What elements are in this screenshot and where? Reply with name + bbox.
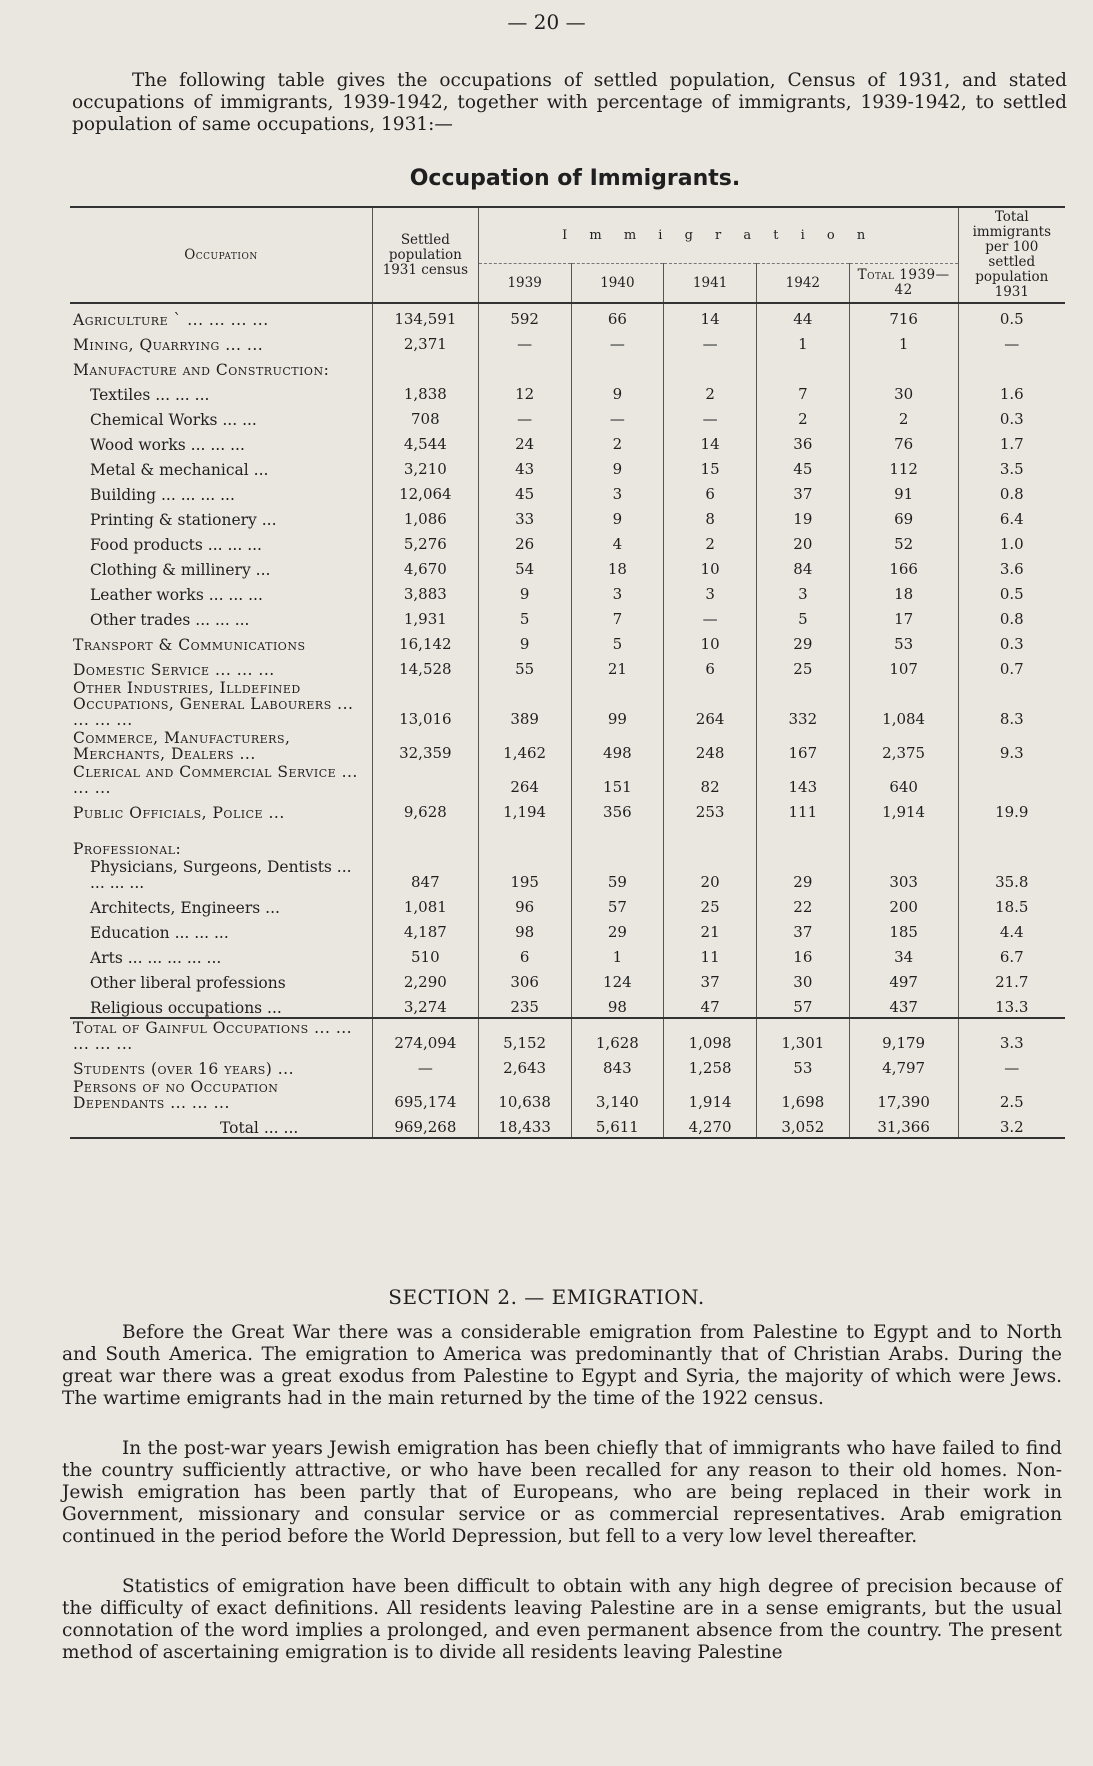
cell-y1939: 33 [478,504,571,529]
cell-y1939: 18,433 [478,1112,571,1138]
cell-total: 640 [849,763,958,797]
cell-y1941 [664,354,757,379]
row-label: Manufacture and Construction: [73,361,330,379]
cell-y1941: 14 [664,303,757,329]
cell-pct: 0.3 [958,629,1065,654]
cell-y1941: 6 [664,479,757,504]
cell-y1942: 44 [756,303,849,329]
row-label: Clothing & millinery ... [90,561,271,579]
table-body [70,303,1065,1018]
table-row [70,858,1065,892]
cell-y1941: 253 [664,797,757,822]
cell-total: 437 [849,992,958,1018]
table-row [70,992,1065,1018]
cell-total: 76 [849,429,958,454]
cell-y1940: 98 [571,992,664,1018]
row-label: Leather works ... ... ... [90,586,263,604]
cell-total: 1,914 [849,797,958,822]
cell-y1940: 4 [571,529,664,554]
cell-y1941: 37 [664,967,757,992]
table-row [70,654,1065,679]
cell-pct: — [958,329,1065,354]
cell-y1942: 7 [756,379,849,404]
cell-y1939: — [478,329,571,354]
table-row [70,454,1065,479]
cell-y1939: 96 [478,892,571,917]
cell-y1939: 5 [478,604,571,629]
cell-y1941: — [664,404,757,429]
header-immigration: I m m i g r a t i o n [478,207,958,264]
cell-pct: 6.7 [958,942,1065,967]
cell-y1940: 1 [571,942,664,967]
cell-y1941: 11 [664,942,757,967]
row-label: Other trades ... ... ... [90,611,250,629]
cell-y1940: 5 [571,629,664,654]
cell-total: 107 [849,654,958,679]
cell-total: 2 [849,404,958,429]
cell-y1942: 3,052 [756,1112,849,1138]
table-title: Occupation of Immigrants. [409,166,741,191]
cell-y1940: 66 [571,303,664,329]
cell-total: 17 [849,604,958,629]
cell-y1940 [571,822,664,858]
header-1940: 1940 [571,264,664,304]
cell-y1942: 22 [756,892,849,917]
cell-y1939: 10,638 [478,1078,571,1112]
cell-y1942: 30 [756,967,849,992]
cell-y1940: 1,628 [571,1018,664,1053]
emigration-text [62,1322,1062,1692]
cell-pct [958,822,1065,858]
row-label: Chemical Works ... ... [90,411,257,429]
cell-y1940: 21 [571,654,664,679]
cell-pct: 8.3 [958,679,1065,729]
row-label: Public Officials, Police ... [73,804,285,822]
cell-settled: 5,276 [372,529,478,554]
cell-y1939: 24 [478,429,571,454]
header-1941: 1941 [664,264,757,304]
cell-y1940: 57 [571,892,664,917]
row-label: Total of Gainful Occupations ... ... ... ... ... [70,1018,372,1053]
cell-y1941: — [664,329,757,354]
cell-settled: 12,064 [372,479,478,504]
cell-total: 166 [849,554,958,579]
table-row [70,763,1065,797]
cell-settled: 510 [372,942,478,967]
cell-pct: 18.5 [958,892,1065,917]
cell-y1939 [478,354,571,379]
row-label: Commerce, Manufacturers, Merchants, Dealers ... [73,729,291,763]
cell-y1942: 167 [756,729,849,763]
cell-settled: 1,838 [372,379,478,404]
cell-total: 69 [849,504,958,529]
cell-y1939: 6 [478,942,571,967]
cell-y1939: 12 [478,379,571,404]
cell-y1941: 21 [664,917,757,942]
cell-y1939: 2,643 [478,1053,571,1078]
table-row [70,892,1065,917]
cell-y1940: 151 [571,763,664,797]
row-label: Professional: [73,840,182,858]
cell-y1942: 57 [756,992,849,1018]
cell-pct: 3.2 [958,1112,1065,1138]
table-row [70,429,1065,454]
cell-y1940: 9 [571,379,664,404]
cell-y1942: 53 [756,1053,849,1078]
cell-total: 303 [849,858,958,892]
cell-y1942: 1 [756,329,849,354]
intro-text: The following table gives the occupations of settled population, Census of 1931, and stated occupations of immigrants, 1939-1942, together with percentage of immigrants, 1939-1942, to settled population of same occupations, 1931:— [72,70,1067,135]
cell-pct: 19.9 [958,797,1065,822]
cell-settled: 1,931 [372,604,478,629]
row-label: Textiles ... ... ... [90,386,210,404]
row-label: Printing & stationery ... [90,511,277,529]
cell-y1939: 1,194 [478,797,571,822]
table-row [70,1018,1065,1053]
cell-pct: 1.6 [958,379,1065,404]
cell-y1940: 3,140 [571,1078,664,1112]
cell-settled: 14,528 [372,654,478,679]
cell-y1939: 45 [478,479,571,504]
cell-y1941: — [664,604,757,629]
cell-y1939: 195 [478,858,571,892]
cell-y1940: — [571,404,664,429]
cell-y1939: 9 [478,629,571,654]
cell-y1939: 306 [478,967,571,992]
row-label: Persons of no Occupation Dependants ... ... ... [73,1078,279,1112]
header-occupation: Occupation [70,207,372,303]
row-label: Building ... ... ... ... [90,486,235,504]
cell-y1942: 3 [756,579,849,604]
table-row [70,303,1065,329]
cell-y1940: 3 [571,479,664,504]
table-row [70,629,1065,654]
cell-y1941: 1,258 [664,1053,757,1078]
cell-settled: 1,081 [372,892,478,917]
paragraph-3: Statistics of emigration have been difficult to obtain with any high degree of precision because of the difficulty of exact definitions. All residents leaving Palestine are in a sense emigrants, but the usual connotation of the word implies a prolonged, and even permanent absence from the country. The present method of ascertaining emigration is to divide all residents leaving Palestine [62,1576,1062,1663]
row-label: Education ... ... ... [90,924,229,942]
table-row [70,529,1065,554]
table-row [70,1078,1065,1112]
cell-total: 18 [849,579,958,604]
row-label: Students (over 16 years) ... [73,1060,295,1078]
cell-settled: 2,290 [372,967,478,992]
cell-y1939: — [478,404,571,429]
row-label: Religious occupations ... [90,999,282,1017]
table-row [70,1112,1065,1138]
cell-y1939: 98 [478,917,571,942]
cell-pct: 3.5 [958,454,1065,479]
header-settled: Settled population 1931 census [372,207,478,303]
row-label: Wood works ... ... ... [90,436,245,454]
cell-y1942: 29 [756,858,849,892]
table-row [70,379,1065,404]
cell-y1941: 1,914 [664,1078,757,1112]
cell-y1940 [571,354,664,379]
paragraph-2: In the post-war years Jewish emigration has been chiefly that of immigrants who have failed to find the country sufficiently attractive, or who have been recalled for any reason to their old homes. Non-Jewish emigration has been partly that of Europeans, who are being replaced in their work in Government, missionary and consular service or as commercial representatives. Arab emigration continued in the period before the World Depression, but fell to a very low level thereafter. [62,1438,1062,1547]
cell-y1939: 264 [478,763,571,797]
cell-settled [372,763,478,797]
cell-pct: 21.7 [958,967,1065,992]
cell-pct: — [958,1053,1065,1078]
row-label: Food products ... ... ... [90,536,262,554]
cell-pct: 0.5 [958,303,1065,329]
row-label: Agriculture ` ... ... ... ... [73,311,269,329]
cell-pct: 9.3 [958,729,1065,763]
table-row [70,1053,1065,1078]
cell-y1940: — [571,329,664,354]
cell-total: 53 [849,629,958,654]
table-row [70,942,1065,967]
cell-total: 1 [849,329,958,354]
header-per100: Total immigrants per 100 settled population 1931 [958,207,1065,303]
cell-y1942: 29 [756,629,849,654]
cell-y1942: 16 [756,942,849,967]
cell-y1939: 43 [478,454,571,479]
cell-y1939: 592 [478,303,571,329]
cell-y1941: 6 [664,654,757,679]
cell-total: 185 [849,917,958,942]
cell-y1940: 124 [571,967,664,992]
cell-settled: 708 [372,404,478,429]
cell-y1939: 5,152 [478,1018,571,1053]
cell-y1942: 25 [756,654,849,679]
cell-y1940: 9 [571,454,664,479]
cell-settled [372,354,478,379]
cell-y1941: 2 [664,529,757,554]
cell-y1941: 1,098 [664,1018,757,1053]
cell-y1941: 264 [664,679,757,729]
cell-total: 1,084 [849,679,958,729]
table-totals [70,1018,1065,1138]
cell-y1942: 1,698 [756,1078,849,1112]
cell-pct: 3.3 [958,1018,1065,1053]
cell-pct [958,763,1065,797]
cell-settled: 13,016 [372,679,478,729]
cell-total: 4,797 [849,1053,958,1078]
cell-y1941: 14 [664,429,757,454]
cell-y1940: 29 [571,917,664,942]
intro-paragraph [72,70,1067,136]
cell-y1942 [756,354,849,379]
table-row [70,679,1065,729]
cell-pct: 0.3 [958,404,1065,429]
cell-total: 30 [849,379,958,404]
cell-y1942: 20 [756,529,849,554]
row-label: Metal & mechanical ... [90,461,269,479]
cell-total: 91 [849,479,958,504]
row-label: Other Industries, Illdefined Occupations, General Labourers ... ... ... ... [73,679,354,729]
cell-y1939: 9 [478,579,571,604]
table-row [70,604,1065,629]
cell-y1941: 10 [664,554,757,579]
cell-y1941: 47 [664,992,757,1018]
table-row [70,797,1065,822]
table-row [70,354,1065,379]
cell-pct: 3.6 [958,554,1065,579]
cell-settled: 847 [372,858,478,892]
cell-y1940: 843 [571,1053,664,1078]
cell-pct: 13.3 [958,992,1065,1018]
cell-settled: 695,174 [372,1078,478,1112]
cell-settled: 3,210 [372,454,478,479]
cell-pct [958,354,1065,379]
cell-y1939: 1,462 [478,729,571,763]
cell-settled: 4,187 [372,917,478,942]
cell-y1939: 55 [478,654,571,679]
cell-pct: 6.4 [958,504,1065,529]
cell-settled: 969,268 [372,1112,478,1138]
cell-total: 112 [849,454,958,479]
cell-y1941: 15 [664,454,757,479]
row-label: Architects, Engineers ... [90,899,280,917]
cell-y1941: 3 [664,579,757,604]
cell-y1942: 332 [756,679,849,729]
cell-y1942: 37 [756,479,849,504]
cell-y1940: 5,611 [571,1112,664,1138]
cell-pct: 0.7 [958,654,1065,679]
cell-y1941: 25 [664,892,757,917]
cell-y1942: 37 [756,917,849,942]
cell-settled: 32,359 [372,729,478,763]
cell-settled: 274,094 [372,1018,478,1053]
cell-settled: 2,371 [372,329,478,354]
paragraph-1: Before the Great War there was a considerable emigration from Palestine to Egypt and to North and South America. The emigration to America was predominantly that of Christian Arabs. During the great war there was a great exodus from Palestine to Egypt and Syria, the majority of which were Jews. The wartime emigrants had in the main returned by the time of the 1922 census. [62,1322,1062,1409]
cell-y1939: 235 [478,992,571,1018]
row-label: Physicians, Surgeons, Dentists ... ... ... ... [90,858,352,892]
cell-y1942: 5 [756,604,849,629]
cell-y1940: 99 [571,679,664,729]
cell-y1940: 18 [571,554,664,579]
table-row [70,329,1065,354]
cell-total [849,822,958,858]
cell-pct: 1.7 [958,429,1065,454]
row-label: Other liberal professions [90,974,286,992]
cell-y1942: 19 [756,504,849,529]
cell-settled: 3,883 [372,579,478,604]
cell-total: 716 [849,303,958,329]
cell-y1939: 389 [478,679,571,729]
cell-pct: 0.8 [958,604,1065,629]
cell-y1941: 10 [664,629,757,654]
cell-settled: 1,086 [372,504,478,529]
cell-y1940: 356 [571,797,664,822]
cell-y1942: 36 [756,429,849,454]
table-row [70,822,1065,858]
table-row [70,404,1065,429]
cell-y1941: 4,270 [664,1112,757,1138]
section-title: SECTION 2. — EMIGRATION. [388,1285,705,1309]
cell-y1941 [664,822,757,858]
occupation-table [70,206,1065,1139]
cell-total: 200 [849,892,958,917]
cell-y1940: 59 [571,858,664,892]
cell-y1940: 498 [571,729,664,763]
cell-settled: — [372,1053,478,1078]
table-row [70,967,1065,992]
cell-y1942: 111 [756,797,849,822]
cell-pct: 0.5 [958,579,1065,604]
cell-y1939 [478,822,571,858]
cell-total: 31,366 [849,1112,958,1138]
cell-settled: 4,544 [372,429,478,454]
cell-y1942: 84 [756,554,849,579]
table-row [70,917,1065,942]
cell-y1941: 8 [664,504,757,529]
cell-y1940: 7 [571,604,664,629]
table-row [70,579,1065,604]
cell-settled: 16,142 [372,629,478,654]
row-label: Domestic Service ... ... ... [73,661,275,679]
cell-pct: 2.5 [958,1078,1065,1112]
cell-y1942: 2 [756,404,849,429]
cell-y1940: 3 [571,579,664,604]
cell-total: 52 [849,529,958,554]
cell-pct: 35.8 [958,858,1065,892]
cell-total: 9,179 [849,1018,958,1053]
cell-y1941: 2 [664,379,757,404]
header-1939: 1939 [478,264,571,304]
table-row [70,729,1065,763]
header-1942: 1942 [756,264,849,304]
cell-settled: 134,591 [372,303,478,329]
row-label: Total ... ... [70,1112,372,1138]
cell-settled: 9,628 [372,797,478,822]
cell-y1941: 248 [664,729,757,763]
cell-total: 34 [849,942,958,967]
cell-settled: 3,274 [372,992,478,1018]
cell-y1941: 20 [664,858,757,892]
row-label: Arts ... ... ... ... ... [90,949,222,967]
cell-total: 17,390 [849,1078,958,1112]
cell-pct: 0.8 [958,479,1065,504]
cell-y1942: 1,301 [756,1018,849,1053]
cell-y1939: 54 [478,554,571,579]
page-number: — 20 — [507,10,586,34]
cell-y1942: 45 [756,454,849,479]
occupation-table-wrap [70,206,1065,1139]
cell-pct: 4.4 [958,917,1065,942]
cell-total: 497 [849,967,958,992]
row-label: Mining, Quarrying ... ... [73,336,264,354]
table-row [70,479,1065,504]
header-total: Total 1939—42 [849,264,958,304]
table-row [70,504,1065,529]
table-row [70,554,1065,579]
cell-y1942 [756,822,849,858]
cell-y1940: 9 [571,504,664,529]
cell-total [849,354,958,379]
cell-pct: 1.0 [958,529,1065,554]
cell-y1941: 82 [664,763,757,797]
cell-settled [372,822,478,858]
row-label: Transport & Communications [73,636,306,654]
cell-y1942: 143 [756,763,849,797]
row-label: Clerical and Commercial Service ... ... ... [73,763,358,797]
cell-y1940: 2 [571,429,664,454]
cell-total: 2,375 [849,729,958,763]
cell-settled: 4,670 [372,554,478,579]
cell-y1939: 26 [478,529,571,554]
